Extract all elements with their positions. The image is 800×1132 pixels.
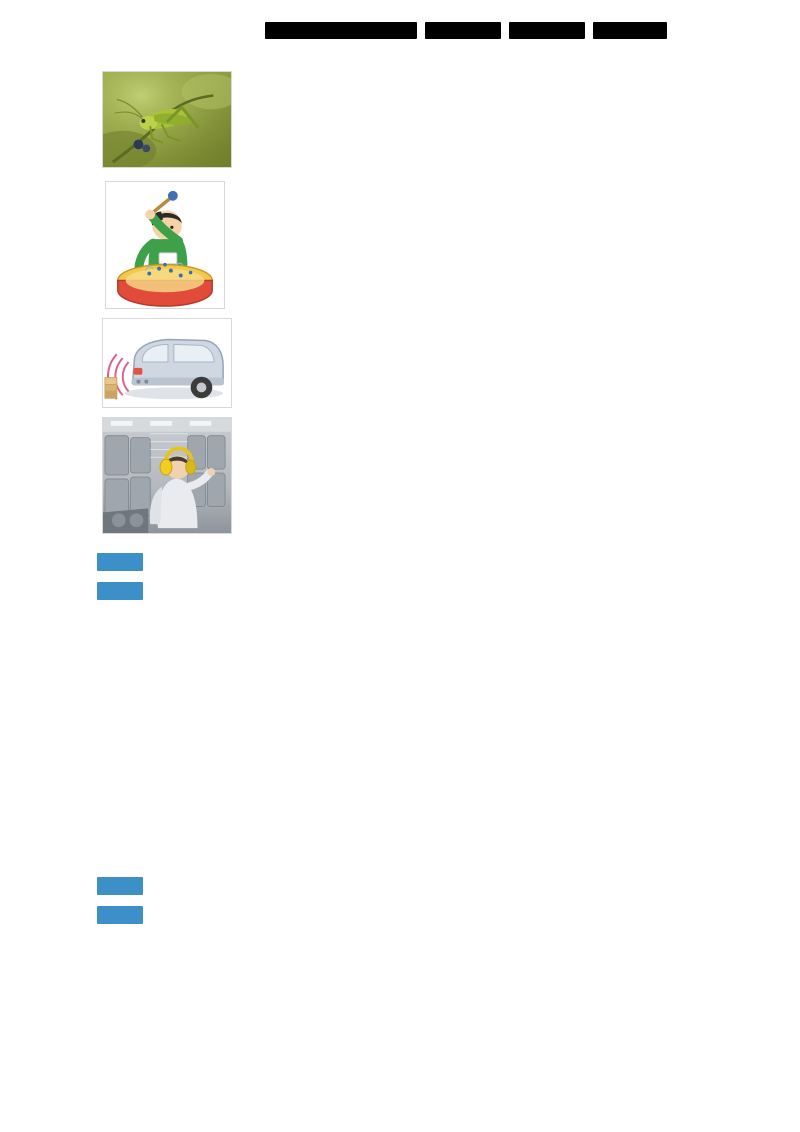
figure-car-sensor (102, 318, 232, 408)
car-ultrasonic-sensor-illustration (103, 319, 231, 407)
title-bar-3 (509, 22, 585, 39)
figure-factory-worker (102, 417, 232, 534)
chip-b[interactable] (97, 582, 143, 600)
chip-c[interactable] (97, 877, 143, 895)
title-bar-2 (425, 22, 501, 39)
figure-grasshopper (102, 71, 232, 168)
child-drum-illustration (106, 182, 224, 308)
chip-d[interactable] (97, 906, 143, 924)
title-bar-1 (265, 22, 417, 39)
title-bar-4 (593, 22, 667, 39)
grasshopper-photo (103, 72, 231, 167)
figure-child-drum (105, 181, 225, 309)
chip-a[interactable] (97, 553, 143, 571)
factory-ear-protection-photo (103, 418, 231, 533)
page-title-bar-group (265, 22, 667, 39)
